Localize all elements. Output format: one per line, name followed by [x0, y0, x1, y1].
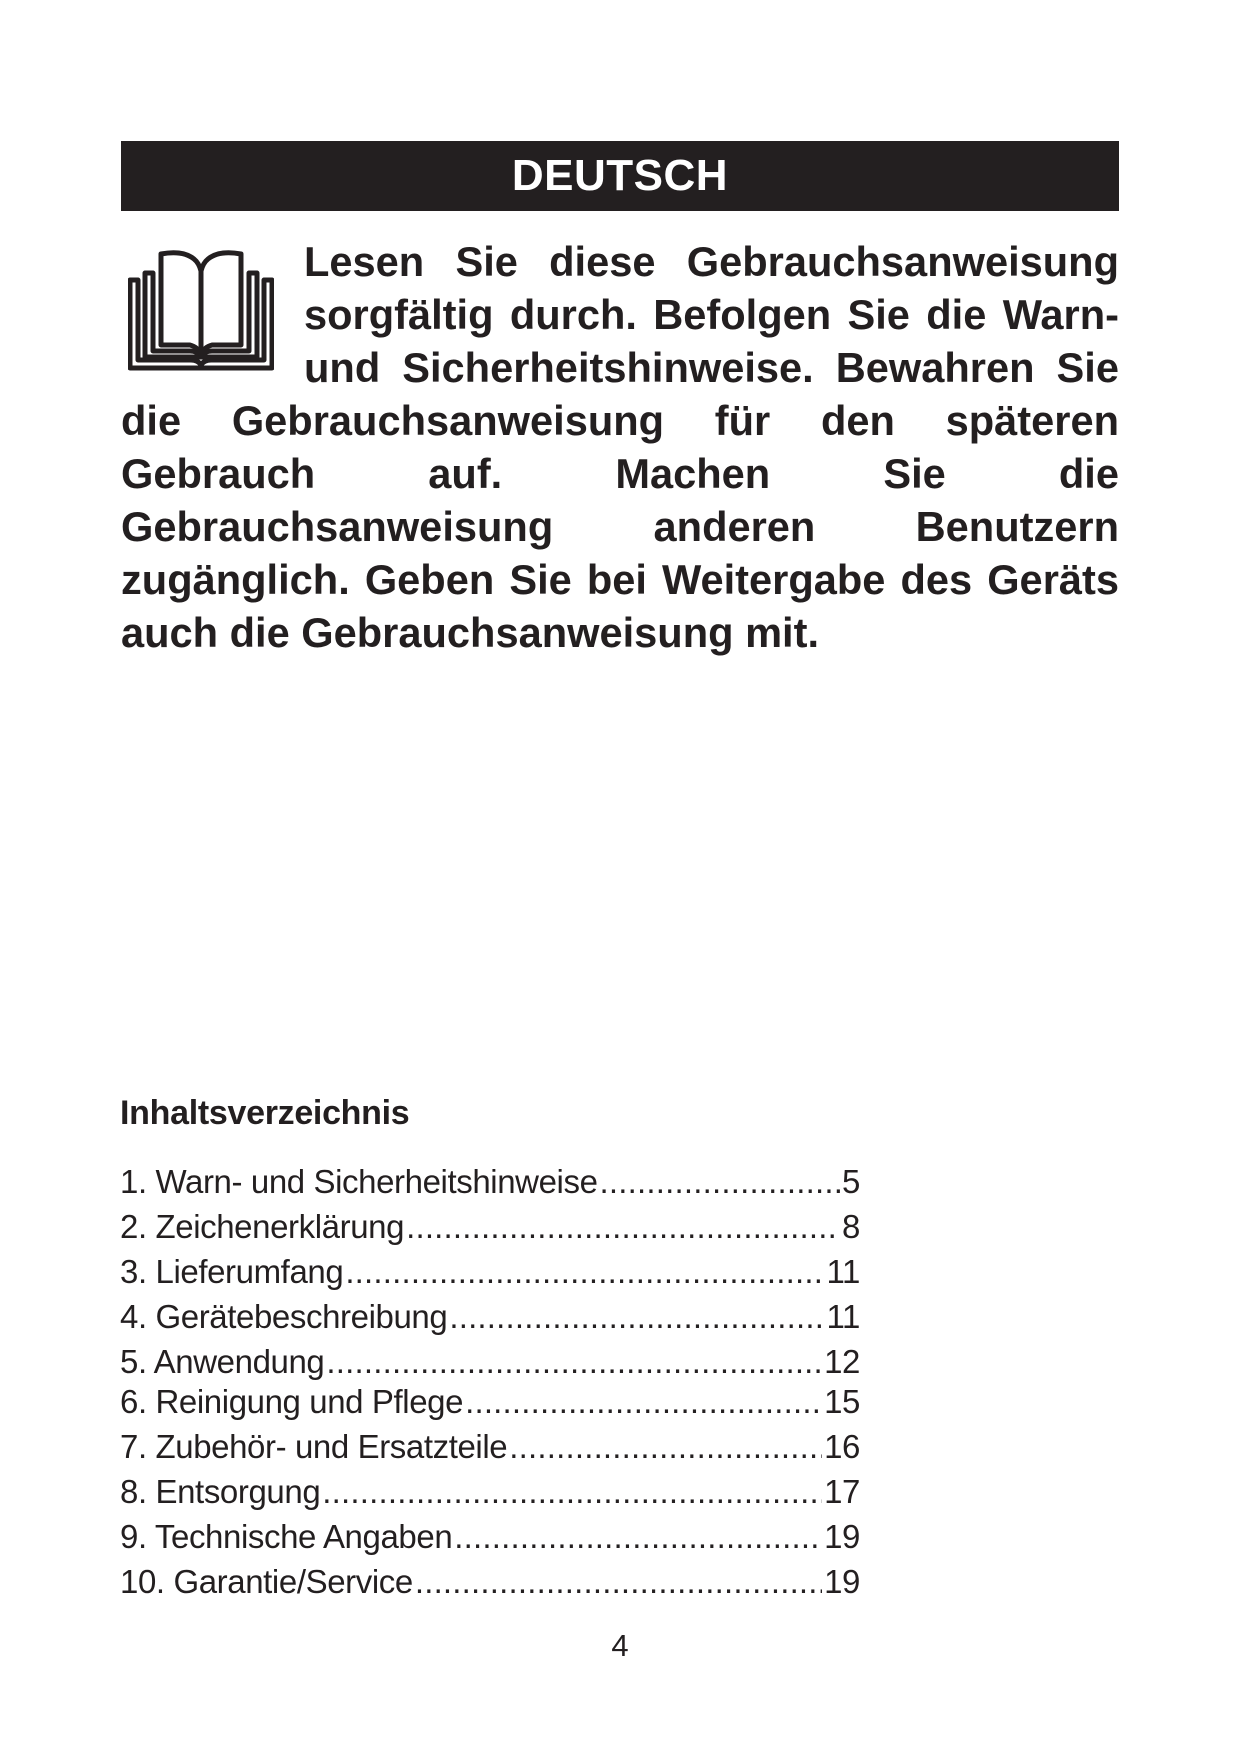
- toc-entry[interactable]: [120, 1206, 860, 1248]
- toc-entry-label: 4. Gerätebeschreibung: [120, 1298, 448, 1335]
- toc-entry-label: 5. Anwendung: [120, 1343, 325, 1380]
- toc-entry[interactable]: [120, 1161, 860, 1203]
- intro-paragraph: [121, 235, 1119, 659]
- toc-entry[interactable]: [120, 1426, 860, 1468]
- toc-dot-leader: [415, 1561, 822, 1603]
- toc-entry-page: 12: [824, 1343, 860, 1380]
- toc-entry[interactable]: [120, 1561, 860, 1603]
- toc-entry-label: 3. Lieferumfang: [120, 1253, 344, 1290]
- toc-entry-label: 10. Garantie/Service: [120, 1563, 413, 1600]
- toc-entry-page: 19: [824, 1518, 860, 1555]
- toc-entry[interactable]: [120, 1296, 860, 1338]
- toc-dot-leader: [600, 1161, 841, 1203]
- toc-entry-label: 6. Reinigung und Pflege: [120, 1383, 464, 1420]
- toc-entry-label: 2. Zeichenerklärung: [120, 1208, 405, 1245]
- toc-entry-page: 11: [826, 1253, 860, 1290]
- toc-entry-page: 8: [842, 1208, 860, 1245]
- toc-entry[interactable]: [120, 1341, 860, 1383]
- language-header-bar: [121, 141, 1119, 211]
- toc-entry-page: 11: [826, 1298, 860, 1335]
- toc-dot-leader: [465, 1381, 822, 1423]
- toc-dot-leader: [345, 1251, 824, 1293]
- toc-dot-leader: [454, 1516, 822, 1558]
- toc-dot-leader: [322, 1471, 822, 1513]
- toc-title: Inhaltsverzeichnis: [120, 1094, 410, 1132]
- toc-entry-label: 9. Technische Angaben: [120, 1518, 453, 1555]
- toc-dot-leader: [406, 1206, 840, 1248]
- language-title: DEUTSCH: [511, 151, 729, 200]
- toc-entry-label: 1. Warn- und Sicherheitshinweise: [120, 1163, 598, 1200]
- toc-entry[interactable]: [120, 1516, 860, 1558]
- toc-entry[interactable]: [120, 1381, 860, 1423]
- toc-entry-label: 7. Zubehör- und Ersatzteile: [120, 1428, 508, 1465]
- intro-text: Lesen Sie diese Gebrauchsanweisung sorgfältig durch. Befolgen Sie die Warn- und Sicherheitshinweise. Bewahren Sie die Gebrauchsanweisung für den späteren Gebrauch auf. Machen Sie die Gebrauchsanweisung anderen Benutzern zugänglich. Geben Sie bei Weitergabe des Geräts auch die Gebrauchsanweisung mit.: [121, 238, 1119, 656]
- toc-entry-page: 19: [824, 1563, 860, 1600]
- icon-spacer: [121, 235, 304, 394]
- toc-dot-leader: [326, 1341, 822, 1383]
- toc-entry[interactable]: [120, 1251, 860, 1293]
- toc-entry-page: 5: [842, 1163, 860, 1200]
- toc-entry-page: 15: [824, 1383, 860, 1420]
- toc-entry[interactable]: [120, 1471, 860, 1513]
- toc-entry-label: 8. Entsorgung: [120, 1473, 321, 1510]
- page-number: 4: [611, 1628, 629, 1663]
- toc-entry-page: 17: [824, 1473, 860, 1510]
- toc-dot-leader: [509, 1426, 822, 1468]
- toc-entry-page: 16: [824, 1428, 860, 1465]
- toc-dot-leader: [449, 1296, 824, 1338]
